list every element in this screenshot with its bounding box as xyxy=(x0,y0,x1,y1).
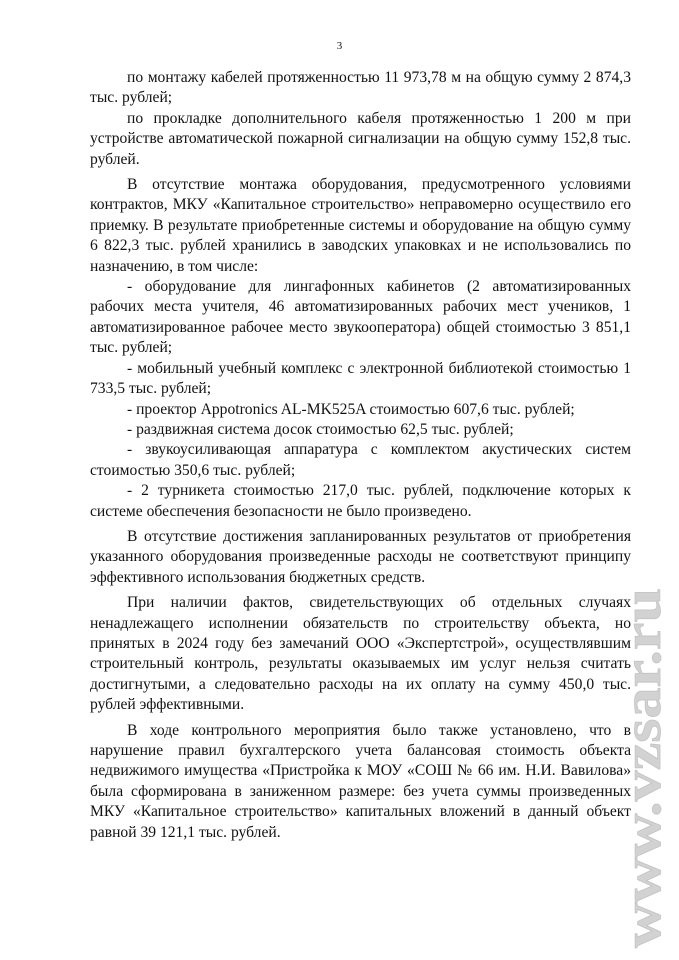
list-item-projector: - проектор Appotronics AL-MK525A стоимостью 607,6 тыс. рублей; xyxy=(127,400,575,418)
list-item-audio-equipment: - звукоусиливающая аппаратура с комплектом акустических систем стоимостью 350,6 тыс. рублей; xyxy=(90,441,631,479)
paragraph-extra-cable: по прокладке дополнительного кабеля протяженностью 1 200 м при устройстве автоматической пожарной сигнализации на общую сумму 152,8 тыс. рублей. xyxy=(90,109,631,168)
list-item-language-labs: - оборудование для лингафонных кабинетов (2 автоматизированных рабочих места учителя, 46 автоматизированных рабочих мест учеников, 1 автоматизированное рабочее место звукооператора) общей стоимостью 3 851,1 тыс. рублей; xyxy=(90,278,631,357)
paragraph-construction-control: При наличии фактов, свидетельствующих об отдельных случаях ненадлежащего исполнении обязательств по строительству объекта, но принятых в 2024 году без замечаний ООО «Экспертстрой», осуществлявшим строительный контроль, результаты оказываемых им услуг нельзя считать достигнутыми, а следовательно расходы на их оплату на сумму 450,0 тыс. рублей эффективными. xyxy=(90,594,631,714)
list-item-board-system: - раздвижная система досок стоимостью 62,5 тыс. рублей; xyxy=(127,420,514,438)
watermark xyxy=(608,580,679,950)
watermark-text: www.vzsar.ru xyxy=(612,634,672,948)
paragraph-accounting-violation: В ходе контрольного мероприятия было также установлено, что в нарушение правил бухгалтерского учета балансовая стоимость объекта недвижимого имущества «Пристройка к МОУ «СОШ № 66 им. Н.И. Вавилова» была сформирована в заниженном размере: без учета суммы произведенных МКУ «Капитальное строительство» капитальных вложений в данный объект равной 39 121,1 тыс. рублей. xyxy=(90,721,631,841)
document-body xyxy=(90,68,631,843)
list-item-turnstiles: - 2 турникета стоимостью 217,0 тыс. рублей, подключение которых к системе обеспечения безопасности не было произведено. xyxy=(90,482,631,520)
paragraph-equipment-acceptance: В отсутствие монтажа оборудования, предусмотренного условиями контрактов, МКУ «Капитальное строительство» неправомерно осуществило его приемку. В результате приобретенные системы и оборудование на общую сумму 6 822,3 тыс. рублей хранились в заводских упаковках и не использовались по назначению, в том числе: xyxy=(90,176,631,275)
list-item-mobile-complex: - мобильный учебный комплекс с электронной библиотекой стоимостью 1 733,5 тыс. рублей; xyxy=(90,359,631,398)
paragraph-cable-mounting: по монтажу кабелей протяженностью 11 973,78 м на общую сумму 2 874,3 тыс. рублей; xyxy=(90,69,631,107)
page-number: 3 xyxy=(336,40,343,52)
paragraph-inefficient-spending: В отсутствие достижения запланированных результатов от приобретения указанного оборудования произведенные расходы не соответствуют принципу эффективного использования бюджетных средств. xyxy=(90,527,631,586)
